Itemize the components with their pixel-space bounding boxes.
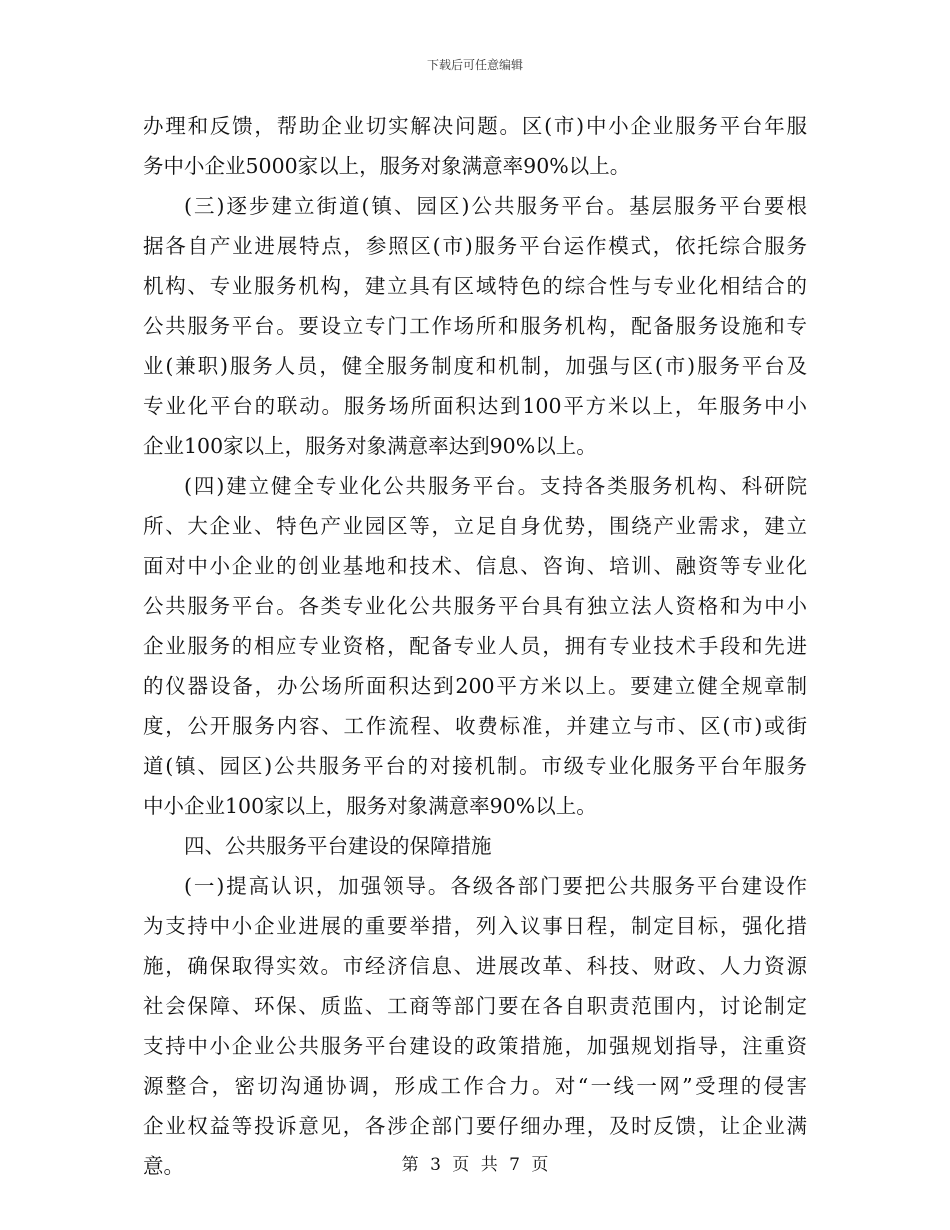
- paragraph: [143, 106, 807, 186]
- paragraph-line: 中小企业100家以上，服务对象满意率90%以上。: [143, 794, 597, 818]
- paragraph: [143, 186, 807, 466]
- paragraph-line: 专业化平台的联动。服务场所面积达到100平方米以上，年服务中小: [143, 394, 807, 418]
- paragraph-line: 机构、专业服务机构，建立具有区域特色的综合性与专业化相结合的: [143, 274, 807, 298]
- paragraph-line: 所、大企业、特色产业园区等，立足自身优势，围绕产业需求，建立: [143, 514, 807, 538]
- paragraph-line: 社会保障、环保、质监、工商等部门要在各自职责范围内，讨论制定: [143, 994, 807, 1018]
- paragraph: [143, 466, 807, 826]
- paragraph-line: 公共服务平台。要设立专门工作场所和服务机构，配备服务设施和专: [143, 314, 807, 338]
- paragraph-line: 为支持中小企业进展的重要举措，列入议事日程，制定目标，强化措: [143, 914, 807, 938]
- paragraph-line: 据各自产业进展特点，参照区(市)服务平台运作模式，依托综合服务: [143, 234, 807, 258]
- paragraph-line: 的仪器设备，办公场所面积达到200平方米以上。要建立健全规章制: [143, 674, 807, 698]
- paragraph-line: 企业服务的相应专业资格，配备专业人员，拥有专业技术手段和先进: [143, 634, 807, 658]
- paragraph-line: 支持中小企业公共服务平台建设的政策措施，加强规划指导，注重资: [143, 1034, 807, 1058]
- paragraph-line: (四)建立健全专业化公共服务平台。支持各类服务机构、科研院: [184, 474, 807, 498]
- page-header: 下载后可任意编辑: [426, 58, 523, 72]
- paragraph-line: 道(镇、园区)公共服务平台的对接机制。市级专业化服务平台年服务: [143, 754, 807, 778]
- paragraph-line: (一)提高认识，加强领导。各级各部门要把公共服务平台建设作: [184, 874, 807, 898]
- paragraph-line: 业(兼职)服务人员，健全服务制度和机制，加强与区(市)服务平台及: [143, 354, 807, 378]
- paragraph-line: 务中小企业5000家以上，服务对象满意率90%以上。: [143, 154, 631, 178]
- paragraph-line: 度，公开服务内容、工作流程、收费标准，并建立与市、区(市)或街: [143, 714, 807, 738]
- paragraph-line: 面对中小企业的创业基地和技术、信息、咨询、培训、融资等专业化: [143, 554, 807, 578]
- paragraph-line: 意。: [143, 1154, 184, 1178]
- paragraph-line: 施，确保取得实效。市经济信息、进展改革、科技、财政、人力资源: [143, 954, 807, 978]
- paragraph: [143, 866, 807, 1186]
- paragraph-line: 企业100家以上，服务对象满意率达到90%以上。: [143, 434, 597, 458]
- paragraph-line: 办理和反馈，帮助企业切实解决问题。区(市)中小企业服务平台年服: [143, 114, 807, 138]
- paragraph-line: 企业权益等投诉意见，各涉企部门要仔细办理，及时反馈，让企业满: [143, 1114, 807, 1138]
- paragraph: [143, 826, 807, 866]
- paragraph-line: (三)逐步建立街道(镇、园区)公共服务平台。基层服务平台要根: [184, 194, 807, 218]
- document-body: [143, 106, 807, 1186]
- paragraph-line: 四、公共服务平台建设的保障措施: [184, 834, 492, 858]
- paragraph-line: 公共服务平台。各类专业化公共服务平台具有独立法人资格和为中小: [143, 594, 807, 618]
- page-number: 第 3 页 共 7 页: [401, 1155, 549, 1175]
- paragraph-line: 源整合，密切沟通协调，形成工作合力。对“一线一网”受理的侵害: [143, 1074, 807, 1098]
